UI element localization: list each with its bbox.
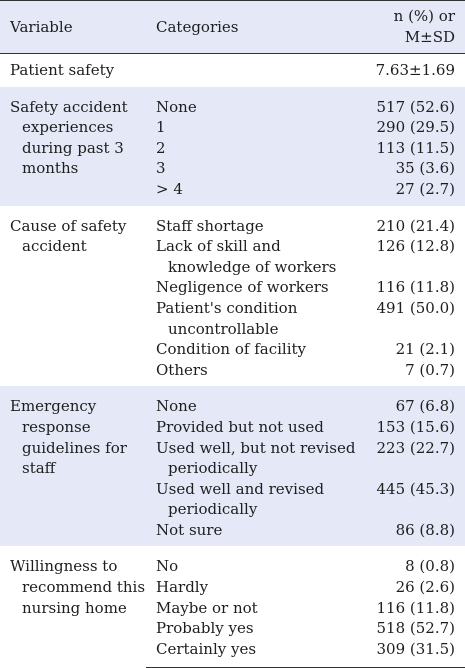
variable-line: accident bbox=[22, 237, 87, 256]
category-cell bbox=[146, 520, 360, 547]
category-cell bbox=[146, 639, 360, 668]
category-line: Patient's condition bbox=[156, 298, 298, 317]
category-cell bbox=[146, 386, 360, 417]
value-cell bbox=[360, 138, 465, 159]
value-text: 35 (3.6) bbox=[395, 159, 455, 178]
value-cell bbox=[360, 360, 465, 387]
value-text: 86 (8.8) bbox=[395, 520, 455, 539]
header-categories: Categories bbox=[146, 1, 360, 54]
variable-line: during past 3 bbox=[22, 138, 124, 157]
category-line: > 4 bbox=[156, 179, 183, 198]
variable-line: staff bbox=[22, 459, 56, 478]
category-cell bbox=[146, 54, 360, 87]
value-cell bbox=[360, 598, 465, 619]
category-line: Staff shortage bbox=[156, 216, 264, 235]
table-row bbox=[0, 206, 465, 237]
value-text: 223 (22.7) bbox=[376, 438, 455, 457]
category-cell bbox=[146, 277, 360, 298]
value-text: 290 (29.5) bbox=[376, 118, 455, 137]
category-cell bbox=[146, 236, 360, 277]
value-cell bbox=[360, 438, 465, 479]
category-line: periodically bbox=[168, 459, 258, 478]
table-body bbox=[0, 54, 465, 668]
category-cell bbox=[146, 339, 360, 360]
category-cell bbox=[146, 438, 360, 479]
category-line: Certainly yes bbox=[156, 639, 257, 658]
value-cell bbox=[360, 206, 465, 237]
category-cell bbox=[146, 117, 360, 138]
category-cell bbox=[146, 598, 360, 619]
category-cell bbox=[146, 206, 360, 237]
value-cell bbox=[360, 54, 465, 87]
value-text: 116 (11.8) bbox=[376, 598, 455, 617]
value-cell bbox=[360, 546, 465, 577]
variable-line: Cause of safety bbox=[10, 216, 127, 235]
variable-line: Emergency bbox=[10, 397, 97, 416]
value-cell bbox=[360, 298, 465, 339]
header-variable: Variable bbox=[0, 1, 146, 54]
category-cell bbox=[146, 179, 360, 206]
value-cell bbox=[360, 639, 465, 668]
variable-cell bbox=[0, 546, 146, 667]
category-cell bbox=[146, 158, 360, 179]
value-text: 126 (12.8) bbox=[376, 237, 455, 256]
value-text: 7 (0.7) bbox=[405, 360, 455, 379]
value-text: 445 (45.3) bbox=[376, 479, 455, 498]
category-line: 2 bbox=[156, 138, 166, 157]
value-text: 67 (6.8) bbox=[395, 397, 455, 416]
category-line: Others bbox=[156, 360, 208, 379]
category-cell bbox=[146, 298, 360, 339]
variable-line: Patient safety bbox=[10, 61, 115, 79]
value-text: 153 (15.6) bbox=[376, 417, 455, 436]
table-row bbox=[0, 87, 465, 118]
value-cell bbox=[360, 277, 465, 298]
variable-line: months bbox=[22, 159, 79, 178]
category-cell bbox=[146, 87, 360, 118]
value-text: 7.63±1.69 bbox=[375, 61, 455, 79]
variable-line: nursing home bbox=[22, 598, 127, 617]
table-row bbox=[0, 54, 465, 87]
variable-cell bbox=[0, 206, 146, 387]
variable-cell bbox=[0, 54, 146, 87]
value-text: 517 (52.6) bbox=[376, 97, 455, 116]
variable-line: guidelines for bbox=[22, 438, 127, 457]
category-line: Negligence of workers bbox=[156, 278, 329, 297]
table-row bbox=[0, 386, 465, 417]
category-line: None bbox=[156, 97, 197, 116]
category-line: uncontrollable bbox=[168, 319, 279, 338]
value-text: 8 (0.8) bbox=[405, 557, 455, 576]
category-line: Not sure bbox=[156, 520, 223, 539]
category-line: Provided but not used bbox=[156, 417, 324, 436]
value-cell bbox=[360, 236, 465, 277]
value-cell bbox=[360, 339, 465, 360]
category-cell bbox=[146, 577, 360, 598]
value-text: 309 (31.5) bbox=[376, 639, 455, 658]
category-cell bbox=[146, 618, 360, 639]
category-line: None bbox=[156, 397, 197, 416]
value-text: 26 (2.6) bbox=[395, 578, 455, 597]
header-row bbox=[0, 1, 465, 54]
category-line: Probably yes bbox=[156, 619, 254, 638]
value-text: 116 (11.8) bbox=[376, 278, 455, 297]
value-text: 518 (52.7) bbox=[376, 619, 455, 638]
category-line: Hardly bbox=[156, 578, 209, 597]
value-text: 27 (2.7) bbox=[395, 179, 455, 198]
header-value-line2: M±SD bbox=[404, 28, 455, 46]
header-value-line1: n (%) or bbox=[393, 7, 455, 25]
value-text: 113 (11.5) bbox=[376, 138, 455, 157]
header-value bbox=[360, 1, 465, 54]
variable-cell bbox=[0, 87, 146, 206]
category-cell bbox=[146, 417, 360, 438]
value-cell bbox=[360, 618, 465, 639]
value-cell bbox=[360, 386, 465, 417]
value-cell bbox=[360, 87, 465, 118]
category-line: Lack of skill and bbox=[156, 237, 281, 256]
value-cell bbox=[360, 179, 465, 206]
category-line: Maybe or not bbox=[156, 598, 258, 617]
category-line: periodically bbox=[168, 500, 258, 519]
value-cell bbox=[360, 520, 465, 547]
value-text: 210 (21.4) bbox=[376, 216, 455, 235]
variable-cell bbox=[0, 386, 146, 546]
category-cell bbox=[146, 360, 360, 387]
variable-line: experiences bbox=[22, 118, 114, 137]
variable-line: Willingness to bbox=[10, 557, 118, 576]
value-cell bbox=[360, 158, 465, 179]
category-line: Used well and revised bbox=[156, 479, 325, 498]
variable-line: response bbox=[22, 417, 91, 436]
category-line: 1 bbox=[156, 118, 166, 137]
value-cell bbox=[360, 117, 465, 138]
value-text: 491 (50.0) bbox=[376, 298, 455, 317]
variable-line: recommend this bbox=[22, 578, 146, 597]
value-cell bbox=[360, 479, 465, 520]
category-line: 3 bbox=[156, 159, 166, 178]
category-line: Used well, but not revised bbox=[156, 438, 356, 457]
variable-line: Safety accident bbox=[10, 97, 128, 116]
category-cell bbox=[146, 479, 360, 520]
category-line: knowledge of workers bbox=[168, 257, 337, 276]
value-cell bbox=[360, 577, 465, 598]
category-line: No bbox=[156, 557, 179, 576]
category-line: Condition of facility bbox=[156, 340, 306, 359]
table-row bbox=[0, 546, 465, 577]
value-cell bbox=[360, 417, 465, 438]
category-cell bbox=[146, 546, 360, 577]
value-text: 21 (2.1) bbox=[395, 340, 455, 359]
category-cell bbox=[146, 138, 360, 159]
